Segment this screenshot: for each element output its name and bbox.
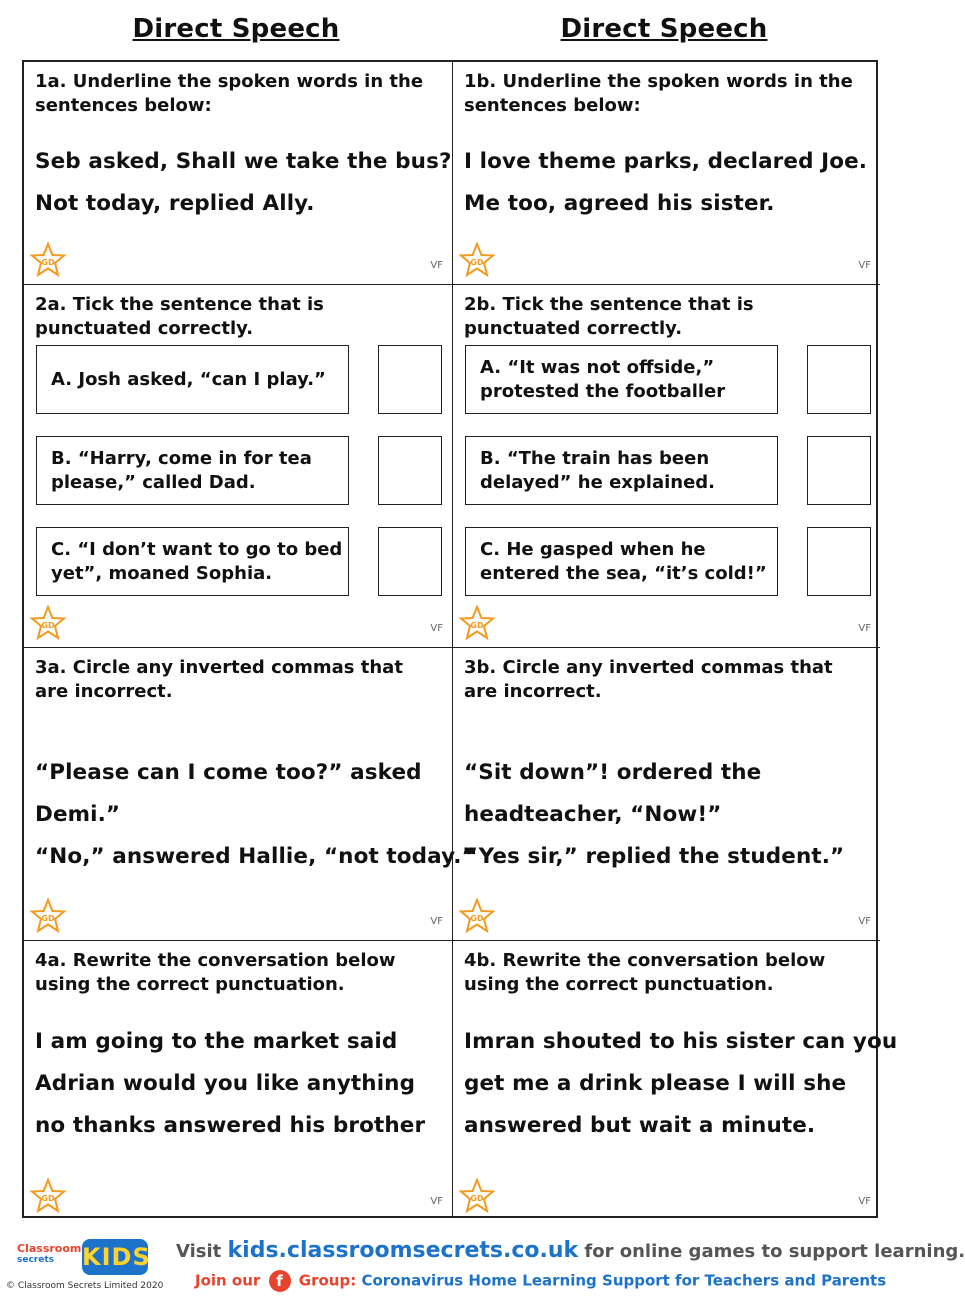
level-code: VF bbox=[858, 623, 871, 634]
sentence-line[interactable]: Seb asked, Shall we take the bus? bbox=[35, 149, 452, 174]
facebook-icon[interactable]: f bbox=[269, 1270, 291, 1292]
kids-logo[interactable]: KIDS bbox=[82, 1239, 148, 1275]
tick-box-a[interactable] bbox=[378, 345, 442, 414]
join-group-text bbox=[195, 1270, 886, 1292]
star-label: GD bbox=[41, 914, 55, 923]
sentence-line[interactable]: Not today, replied Ally. bbox=[35, 191, 315, 216]
sentence-line[interactable]: Me too, agreed his sister. bbox=[464, 191, 775, 216]
visit-text bbox=[176, 1238, 965, 1263]
sentence-line[interactable]: headteacher, “Now!” bbox=[464, 802, 722, 827]
star-icon bbox=[30, 242, 66, 278]
level-code: VF bbox=[430, 623, 443, 634]
page-header bbox=[22, 14, 878, 54]
level-code: VF bbox=[858, 916, 871, 927]
level-code: VF bbox=[430, 916, 443, 927]
sentence-line[interactable]: “Yes sir,” replied the student.” bbox=[464, 844, 845, 869]
star-label: GD bbox=[470, 258, 484, 267]
question-prompt: 1b. Underline the spoken words in the sentences below: bbox=[464, 71, 853, 116]
question-prompt: 2a. Tick the sentence that is punctuated correctly. bbox=[35, 294, 324, 339]
question-prompt: 3b. Circle any inverted commas that are incorrect. bbox=[464, 657, 833, 702]
level-code: VF bbox=[858, 1196, 871, 1207]
tick-box-b[interactable] bbox=[378, 436, 442, 505]
logo-text-top: Classroom bbox=[17, 1242, 82, 1255]
join-prefix: Join our bbox=[195, 1271, 261, 1290]
star-label: GD bbox=[470, 914, 484, 923]
page-title-right: Direct Speech bbox=[560, 14, 768, 44]
star-icon bbox=[459, 605, 495, 641]
classroom-secrets-logo[interactable] bbox=[17, 1242, 82, 1273]
option-a: A. “It was not offside,” protested the footballer bbox=[465, 345, 778, 414]
star-label: GD bbox=[41, 621, 55, 630]
website-link[interactable]: kids.classroomsecrets.co.uk bbox=[227, 1238, 579, 1263]
question-3b bbox=[452, 647, 880, 940]
visit-suffix: for online games to support learning. bbox=[578, 1241, 965, 1262]
sentence-line: answered but wait a minute. bbox=[464, 1113, 816, 1138]
page-title-left: Direct Speech bbox=[132, 14, 340, 44]
level-code: VF bbox=[430, 1196, 443, 1207]
star-icon bbox=[30, 1178, 66, 1214]
star-icon bbox=[30, 605, 66, 641]
question-2a bbox=[24, 284, 452, 647]
option-c: C. He gasped when he entered the sea, “it’s cold!” bbox=[465, 527, 778, 596]
question-prompt: 2b. Tick the sentence that is punctuated correctly. bbox=[464, 294, 754, 339]
question-prompt: 4b. Rewrite the conversation below using the correct punctuation. bbox=[464, 950, 826, 995]
option-b: B. “Harry, come in for tea please,” called Dad. bbox=[36, 436, 349, 505]
tick-box-a[interactable] bbox=[807, 345, 871, 414]
star-label: GD bbox=[41, 258, 55, 267]
copyright-text: © Classroom Secrets Limited 2020 bbox=[6, 1281, 164, 1291]
question-4b bbox=[452, 940, 898, 1218]
star-label: GD bbox=[41, 1194, 55, 1203]
question-1a bbox=[24, 62, 452, 284]
question-2b bbox=[452, 284, 880, 647]
sentence-line[interactable]: “No,” answered Hallie, “not today.” bbox=[35, 844, 476, 869]
question-prompt: 1a. Underline the spoken words in the sentences below: bbox=[35, 71, 424, 116]
sentence-line[interactable]: I love theme parks, declared Joe. bbox=[464, 149, 868, 174]
sentence-line: get me a drink please I will she bbox=[464, 1071, 847, 1096]
option-b: B. “The train has been delayed” he explained. bbox=[465, 436, 778, 505]
worksheet-grid bbox=[22, 60, 898, 1218]
question-1b bbox=[452, 62, 880, 284]
star-icon bbox=[459, 1178, 495, 1214]
facebook-group-link[interactable]: Coronavirus Home Learning Support for Teachers and Parents bbox=[361, 1271, 887, 1290]
question-4a bbox=[24, 940, 452, 1218]
star-icon bbox=[459, 242, 495, 278]
tick-box-b[interactable] bbox=[807, 436, 871, 505]
sentence-line[interactable]: Demi.” bbox=[35, 802, 121, 827]
star-label: GD bbox=[470, 1194, 484, 1203]
question-3a bbox=[24, 647, 476, 940]
sentence-line: no thanks answered his brother bbox=[35, 1113, 426, 1138]
tick-box-c[interactable] bbox=[378, 527, 442, 596]
star-icon bbox=[30, 898, 66, 934]
sentence-line[interactable]: “Sit down”! ordered the bbox=[464, 760, 762, 785]
level-code: VF bbox=[430, 260, 443, 271]
sentence-line: I am going to the market said bbox=[35, 1029, 398, 1054]
question-prompt: 4a. Rewrite the conversation below using the correct punctuation. bbox=[35, 950, 396, 995]
star-label: GD bbox=[470, 621, 484, 630]
question-prompt: 3a. Circle any inverted commas that are incorrect. bbox=[35, 657, 403, 702]
sentence-line[interactable]: “Please can I come too?” asked bbox=[35, 760, 422, 785]
tick-box-c[interactable] bbox=[807, 527, 871, 596]
level-code: VF bbox=[858, 260, 871, 271]
star-icon bbox=[459, 898, 495, 934]
page-footer bbox=[0, 1225, 965, 1300]
visit-prefix: Visit bbox=[176, 1241, 228, 1262]
option-c: C. “I don’t want to go to bed yet”, moaned Sophia. bbox=[36, 527, 349, 596]
option-a: A. Josh asked, “can I play.” bbox=[36, 345, 349, 414]
logo-text-bottom: secrets bbox=[17, 1255, 54, 1265]
sentence-line: Imran shouted to his sister can you bbox=[464, 1029, 898, 1054]
group-label: Group: bbox=[298, 1271, 357, 1290]
sentence-line: Adrian would you like anything bbox=[35, 1071, 416, 1096]
